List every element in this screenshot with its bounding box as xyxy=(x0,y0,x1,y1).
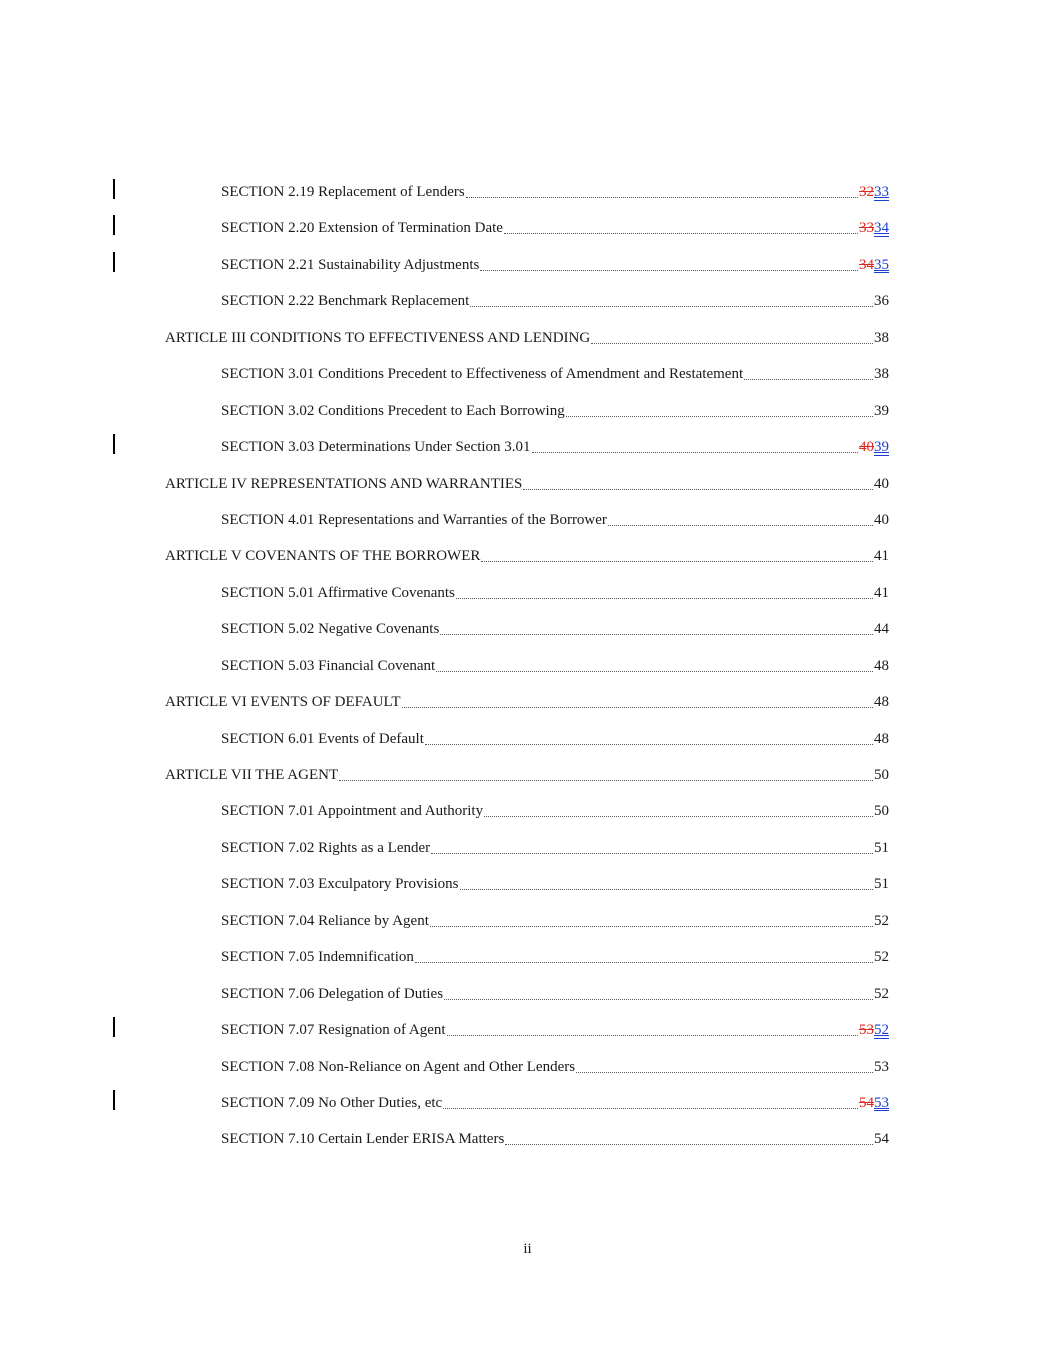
toc-page-number: 38 xyxy=(874,366,889,383)
dot-leader xyxy=(576,1072,873,1073)
toc-entry-title: SECTION 2.22 Benchmark Replacement xyxy=(221,293,470,310)
toc-page-number: 41 xyxy=(874,584,889,601)
toc-section-entry[interactable] xyxy=(221,177,889,201)
toc-page-number: 52 xyxy=(874,985,889,1002)
toc-page-number: 54 xyxy=(874,1131,889,1148)
toc-section-entry[interactable] xyxy=(221,833,889,857)
toc-page-number xyxy=(859,219,889,237)
dot-leader xyxy=(431,853,873,854)
toc-row xyxy=(0,796,1055,832)
toc-section-entry[interactable] xyxy=(221,505,889,529)
toc-section-entry[interactable] xyxy=(221,286,889,310)
toc-section-entry[interactable] xyxy=(221,614,889,638)
dot-leader xyxy=(425,744,873,745)
change-bar xyxy=(113,252,115,272)
toc-row xyxy=(0,979,1055,1015)
toc-entry-title: SECTION 7.08 Non-Reliance on Agent and Other Lenders xyxy=(221,1058,576,1075)
toc-section-entry[interactable] xyxy=(221,906,889,930)
toc-row xyxy=(0,687,1055,723)
dot-leader xyxy=(505,1144,873,1145)
deleted-page-number: 33 xyxy=(859,220,874,237)
toc-row xyxy=(0,1052,1055,1088)
toc-row xyxy=(0,177,1055,213)
toc-entry-title: SECTION 7.03 Exculpatory Provisions xyxy=(221,876,459,893)
deleted-page-number: 54 xyxy=(859,1094,874,1111)
dot-leader xyxy=(460,889,874,890)
toc-entry-title: SECTION 7.06 Delegation of Duties xyxy=(221,985,444,1002)
toc-row xyxy=(0,942,1055,978)
dot-leader xyxy=(444,999,873,1000)
toc-page-number: 52 xyxy=(874,912,889,929)
toc-section-entry[interactable] xyxy=(221,213,889,237)
toc-article-entry[interactable] xyxy=(165,323,889,347)
toc-row xyxy=(0,213,1055,249)
inserted-page-number: 33 xyxy=(874,184,889,200)
toc-article-entry[interactable] xyxy=(165,541,889,565)
toc-page-number: 36 xyxy=(874,293,889,310)
toc-entry-title: ARTICLE V COVENANTS OF THE BORROWER xyxy=(165,548,481,565)
toc-page-number xyxy=(859,438,889,456)
toc-row xyxy=(0,1015,1055,1051)
toc-row xyxy=(0,1088,1055,1124)
toc-row xyxy=(0,286,1055,322)
toc-section-entry[interactable] xyxy=(221,359,889,383)
toc-row xyxy=(0,724,1055,760)
toc-row xyxy=(0,359,1055,395)
toc-article-entry[interactable] xyxy=(165,687,889,711)
inserted-page-number: 34 xyxy=(874,220,889,237)
toc-section-entry[interactable] xyxy=(221,1124,889,1148)
toc-page-number: 51 xyxy=(874,876,889,893)
toc-row xyxy=(0,906,1055,942)
inserted-page-number: 39 xyxy=(874,439,889,456)
toc-entry-title: SECTION 3.03 Determinations Under Section 3.01 xyxy=(221,439,531,456)
toc-page-number: 40 xyxy=(874,511,889,528)
toc-section-entry[interactable] xyxy=(221,942,889,966)
toc-section-entry[interactable] xyxy=(221,979,889,1003)
toc-entry-title: SECTION 3.01 Conditions Precedent to Effectiveness of Amendment and Restatement xyxy=(221,366,744,383)
change-bar xyxy=(113,215,115,235)
dot-leader xyxy=(523,489,873,490)
toc-entry-title: SECTION 5.03 Financial Covenant xyxy=(221,657,436,674)
toc-entry-title: ARTICLE VII THE AGENT xyxy=(165,767,339,783)
toc-row xyxy=(0,469,1055,505)
toc-entry-title: ARTICLE VI EVENTS OF DEFAULT xyxy=(165,694,401,711)
dot-leader xyxy=(466,197,858,198)
deleted-page-number: 53 xyxy=(859,1022,874,1039)
table-of-contents xyxy=(0,177,1055,1161)
inserted-page-number: 52 xyxy=(874,1022,889,1039)
toc-row xyxy=(0,833,1055,869)
toc-section-entry[interactable] xyxy=(221,724,889,748)
toc-row xyxy=(0,396,1055,432)
toc-page-number: 52 xyxy=(874,949,889,966)
dot-leader xyxy=(436,671,873,672)
dot-leader xyxy=(608,525,873,526)
toc-page-number: 48 xyxy=(874,657,889,674)
toc-entry-title: SECTION 7.01 Appointment and Authority xyxy=(221,803,484,820)
dot-leader xyxy=(430,926,873,927)
toc-page-number: 48 xyxy=(874,694,889,711)
dot-leader xyxy=(744,379,873,380)
change-bar xyxy=(113,1017,115,1037)
toc-entry-title: ARTICLE IV REPRESENTATIONS AND WARRANTIES xyxy=(165,475,523,492)
toc-section-entry[interactable] xyxy=(221,432,889,456)
deleted-page-number: 32 xyxy=(859,184,874,200)
toc-entry-title: SECTION 2.20 Extension of Termination Date xyxy=(221,220,503,237)
toc-page-number: 40 xyxy=(874,475,889,492)
toc-article-entry[interactable] xyxy=(165,760,889,784)
toc-page-number: 48 xyxy=(874,730,889,747)
dot-leader xyxy=(339,780,873,781)
inserted-page-number: 35 xyxy=(874,256,889,273)
toc-page-number xyxy=(859,256,889,274)
change-bar xyxy=(113,434,115,454)
toc-section-entry[interactable] xyxy=(221,1015,889,1039)
toc-entry-title: SECTION 2.19 Replacement of Lenders xyxy=(221,184,465,200)
dot-leader xyxy=(532,452,858,453)
dot-leader xyxy=(480,270,858,271)
page-number: ii xyxy=(523,1241,532,1257)
toc-row xyxy=(0,651,1055,687)
toc-article-entry[interactable] xyxy=(165,469,889,493)
toc-entry-title: SECTION 6.01 Events of Default xyxy=(221,730,424,747)
toc-row xyxy=(0,869,1055,905)
toc-page-number: 51 xyxy=(874,839,889,856)
toc-page-number xyxy=(859,183,889,201)
dot-leader xyxy=(456,598,873,599)
toc-page-number xyxy=(859,1094,889,1112)
toc-section-entry[interactable] xyxy=(221,1088,889,1112)
dot-leader xyxy=(470,306,873,307)
toc-page-number: 38 xyxy=(874,329,889,346)
toc-section-entry[interactable] xyxy=(221,1052,889,1076)
toc-entry-title: SECTION 5.02 Negative Covenants xyxy=(221,621,440,638)
change-bar xyxy=(113,179,115,199)
dot-leader xyxy=(481,561,873,562)
inserted-page-number: 53 xyxy=(874,1094,889,1111)
change-bar xyxy=(113,1090,115,1110)
toc-entry-title: SECTION 4.01 Representations and Warranties of the Borrower xyxy=(221,511,607,528)
dot-leader xyxy=(591,343,873,344)
toc-row xyxy=(0,505,1055,541)
toc-row xyxy=(0,1124,1055,1160)
toc-page-number: 53 xyxy=(874,1058,889,1075)
dot-leader xyxy=(440,634,873,635)
toc-section-entry[interactable] xyxy=(221,869,889,893)
toc-row xyxy=(0,250,1055,286)
toc-row xyxy=(0,541,1055,577)
toc-entry-title: SECTION 7.05 Indemnification xyxy=(221,949,414,966)
toc-entry-title: SECTION 7.02 Rights as a Lender xyxy=(221,839,431,856)
toc-entry-title: SECTION 2.21 Sustainability Adjustments xyxy=(221,256,480,273)
deleted-page-number: 40 xyxy=(859,439,874,456)
toc-page-number: 41 xyxy=(874,548,889,565)
toc-section-entry[interactable] xyxy=(221,396,889,420)
toc-page-number: 50 xyxy=(874,767,889,783)
toc-row xyxy=(0,760,1055,796)
toc-row xyxy=(0,432,1055,468)
toc-entry-title: SECTION 7.07 Resignation of Agent xyxy=(221,1022,446,1039)
toc-entry-title: SECTION 7.10 Certain Lender ERISA Matters xyxy=(221,1131,505,1148)
dot-leader xyxy=(402,707,874,708)
toc-page-number: 39 xyxy=(874,402,889,419)
toc-entry-title: SECTION 3.02 Conditions Precedent to Each Borrowing xyxy=(221,402,565,419)
toc-section-entry[interactable] xyxy=(221,651,889,675)
toc-section-entry[interactable] xyxy=(221,250,889,274)
deleted-page-number: 34 xyxy=(859,256,874,273)
toc-section-entry[interactable] xyxy=(221,796,889,820)
dot-leader xyxy=(415,962,873,963)
toc-entry-title: SECTION 7.04 Reliance by Agent xyxy=(221,912,429,929)
toc-page-number xyxy=(859,1021,889,1039)
dot-leader xyxy=(447,1035,858,1036)
toc-page-number: 44 xyxy=(874,621,889,638)
toc-row xyxy=(0,578,1055,614)
toc-entry-title: SECTION 5.01 Affirmative Covenants xyxy=(221,584,455,601)
toc-entry-title: SECTION 7.09 No Other Duties, etc xyxy=(221,1094,443,1111)
toc-row xyxy=(0,323,1055,359)
toc-entry-title: ARTICLE III CONDITIONS TO EFFECTIVENESS AND LENDING xyxy=(165,329,591,346)
toc-section-entry[interactable] xyxy=(221,578,889,602)
dot-leader xyxy=(484,816,873,817)
dot-leader xyxy=(504,233,858,234)
toc-page-number: 50 xyxy=(874,803,889,820)
dot-leader xyxy=(566,416,873,417)
toc-row xyxy=(0,614,1055,650)
dot-leader xyxy=(443,1108,858,1109)
